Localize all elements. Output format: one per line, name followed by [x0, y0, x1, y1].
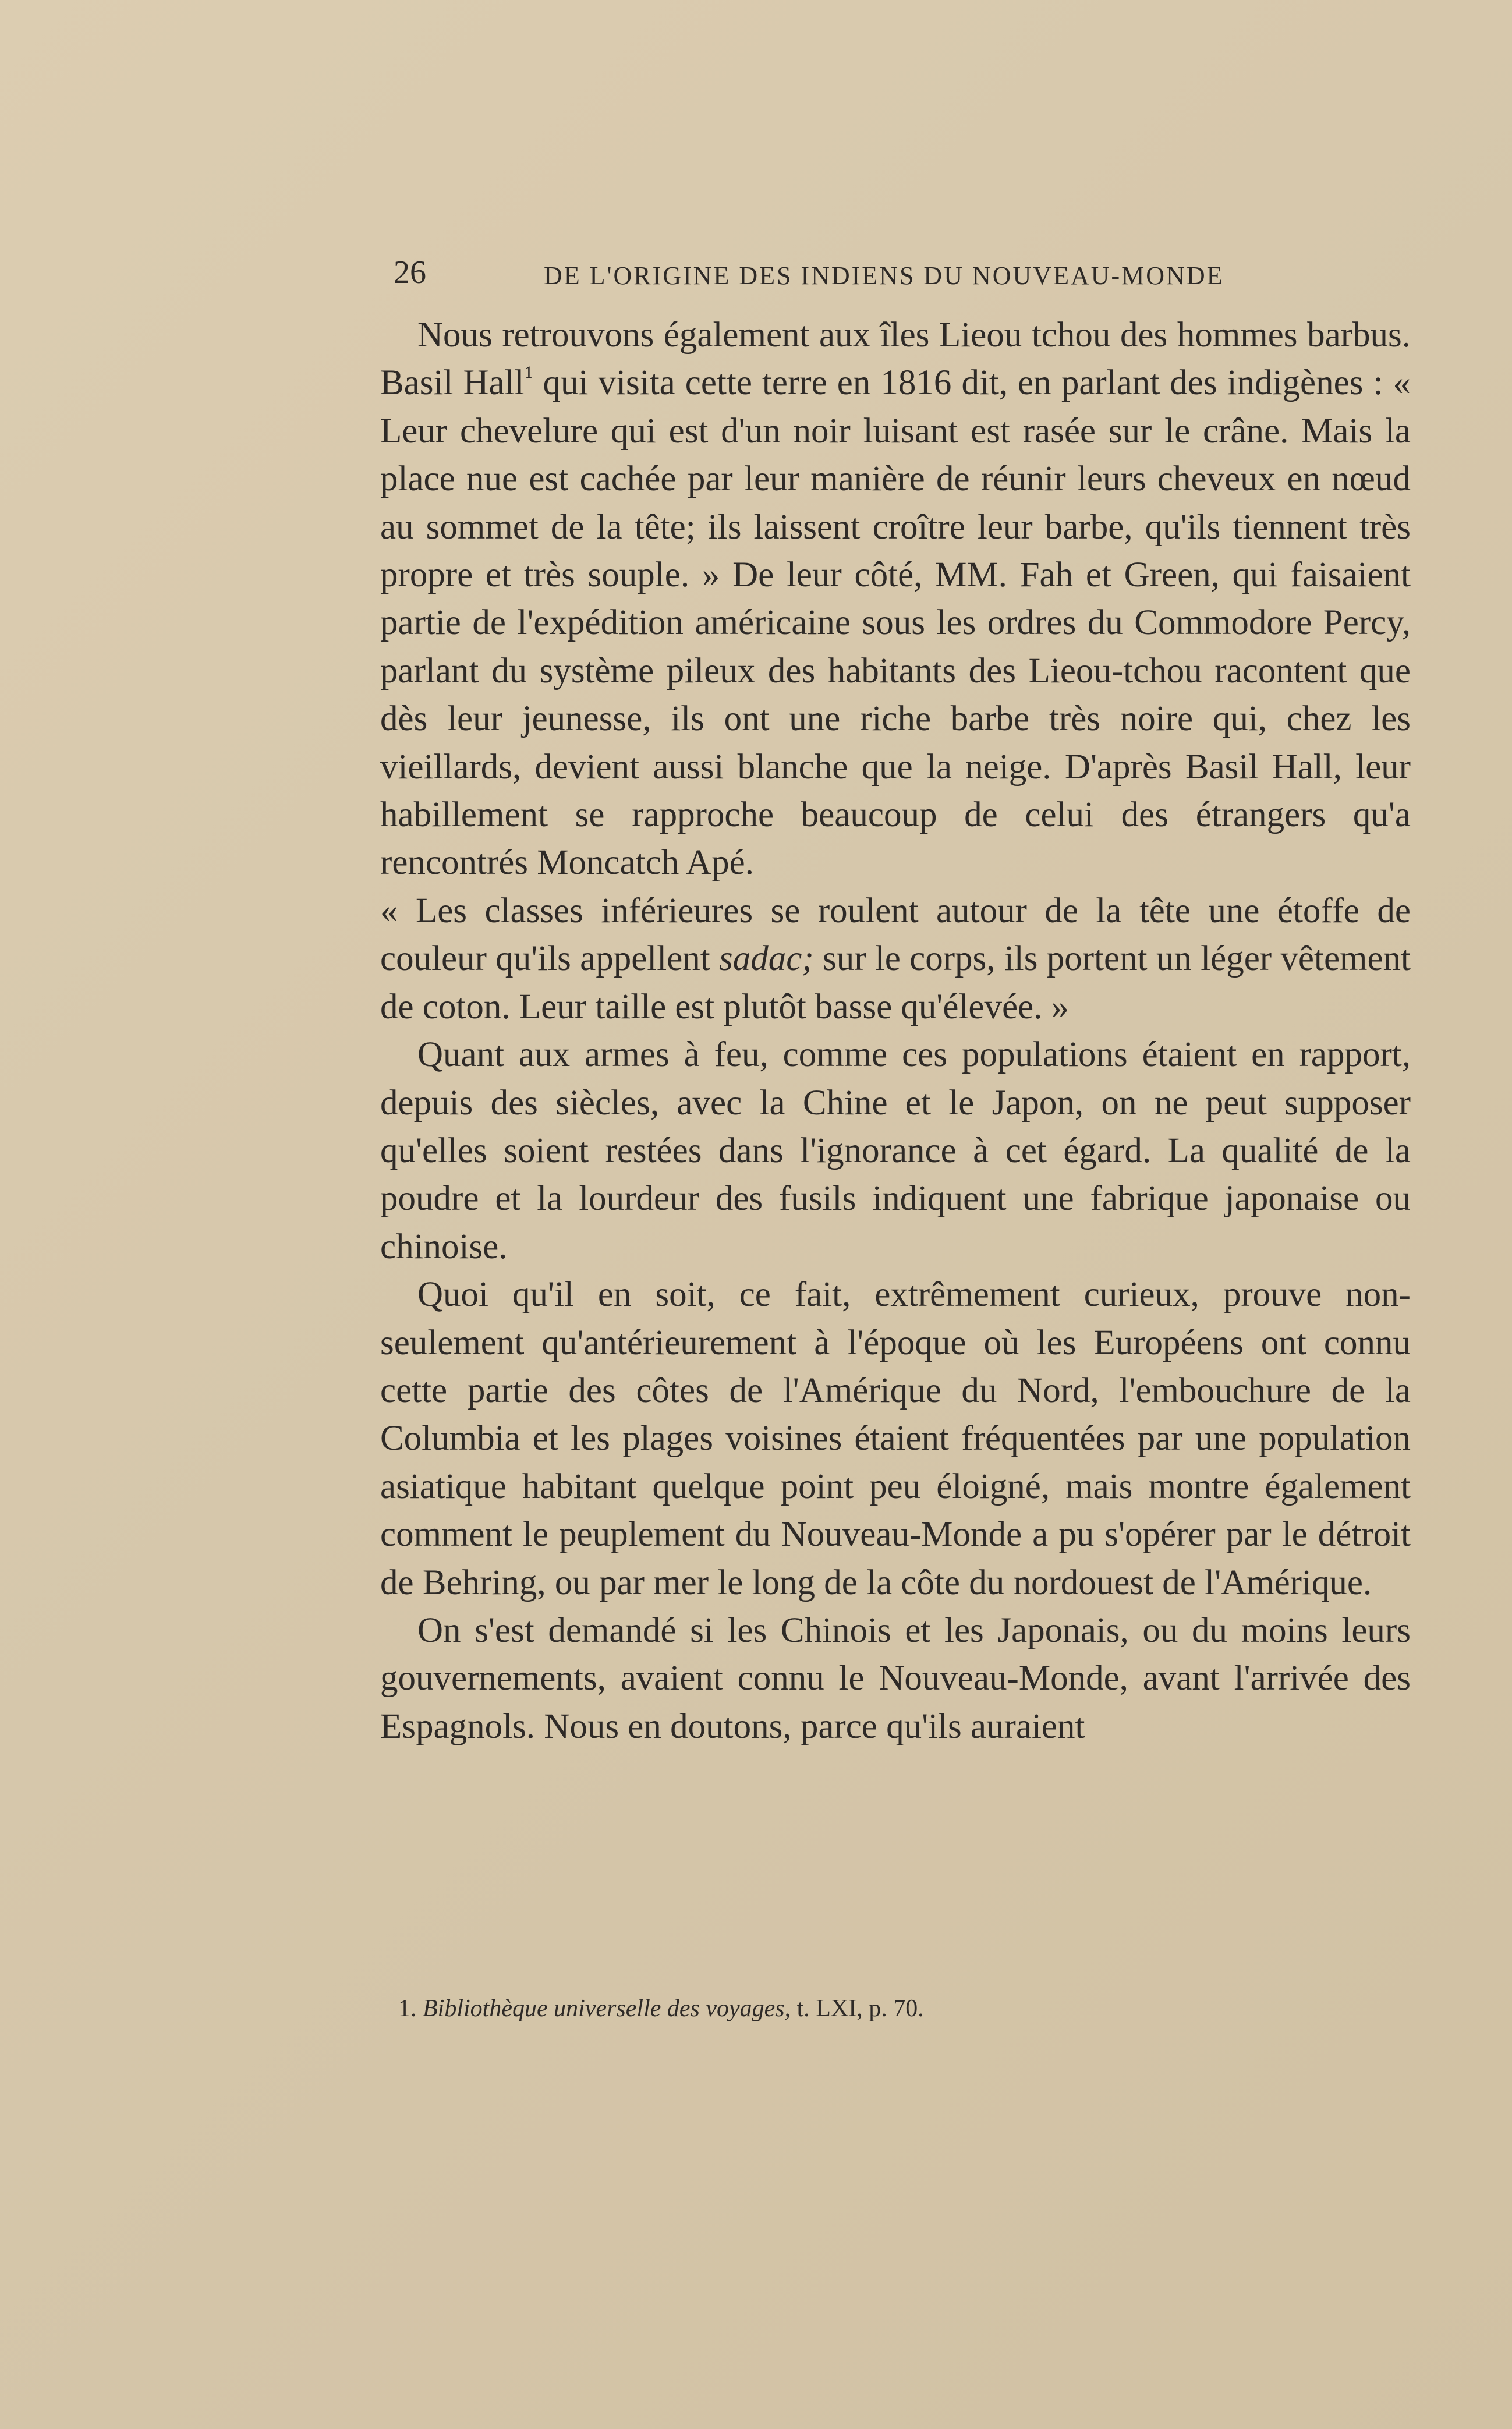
paragraph-1-text-b: qui visita cette terre en 1816 dit, en parlant des indigènes : « Leur chevelure qui est d'un noir luisant est rasée sur le crâne. Mais la place nue est cachée par leur manière de réunir leurs cheveux en nœud au sommet de la tête; ils laissent croître leur barbe, qu'ils tiennent très propre et très souple. » De leur côté, MM. Fah et Green, qui faisaient partie de l'expédition américaine sous les ordres du Commodore Percy, parlant du système pileux des habitants des Lieou-tchou racontent que dès leur jeunesse, ils ont une riche barbe très noire qui, chez les vieillards, devient aussi blanche que la neige. D'après Basil Hall, leur habillement se rapproche beaucoup de celui des étrangers qu'a rencontrés Moncatch Apé.	[380, 363, 1411, 883]
paragraph-1	[380, 311, 1411, 887]
paragraph-2-text-a: « Les classes inférieures se roulent autour de la tête une étoffe de couleur qu'ils appellent	[380, 891, 1411, 979]
paragraph-2-text-b: sur le corps, ils portent un léger vêtement de coton. Leur taille est plutôt basse qu'élevée. »	[380, 939, 1411, 1026]
paragraph-3: Quant aux armes à feu, comme ces populations étaient en rapport, depuis des siècles, avec la Chine et le Japon, on ne peut supposer qu'elles soient restées dans l'ignorance à cet égard. La qualité de la poudre et la lourdeur des fusils indiquent une fabrique japonaise ou chinoise.	[380, 1035, 1411, 1266]
paragraph-2-italic-term: sadac;	[719, 939, 814, 979]
footnote-number: 1.	[398, 1995, 417, 2022]
paragraph-4: Quoi qu'il en soit, ce fait, extrêmement curieux, prouve non-seulement qu'antérieurement à l'époque où les Européens ont connu cette partie des côtes de l'Amérique du Nord, l'embouchure de la Columbia et les plages voisines étaient fréquentées par une population asiatique habitant quelque point peu éloigné, mais montre également comment le peuplement du Nouveau-Monde a pu s'opérer par le détroit de Behring, ou par mer le long de la côte du nordouest de l'Amérique.	[380, 1275, 1411, 1602]
paragraph-2	[380, 887, 1411, 1031]
paragraph-1-text-a: Nous retrouvons également aux îles Lieou tchou des hommes barbus. Basil Hall	[380, 316, 1411, 403]
paragraph-5: On s'est demandé si les Chinois et les Japonais, ou du moins leurs gouvernements, avaient connu le Nouveau-Monde, avant l'arrivée des Espagnols. Nous en doutons, parce qu'ils auraient	[380, 1610, 1411, 1746]
footnote-reference: t. LXI, p. 70.	[796, 1995, 924, 2022]
running-title: DE L'ORIGINE DES INDIENS DU NOUVEAU-MONDE	[544, 261, 1224, 290]
running-header	[394, 249, 1415, 296]
body-text	[380, 311, 1411, 1751]
footnote	[398, 1990, 1388, 2027]
footnote-marker: 1	[524, 363, 533, 383]
page-number: 26	[394, 254, 426, 291]
footnote-title: Bibliothèque universelle des voyages,	[423, 1995, 791, 2022]
